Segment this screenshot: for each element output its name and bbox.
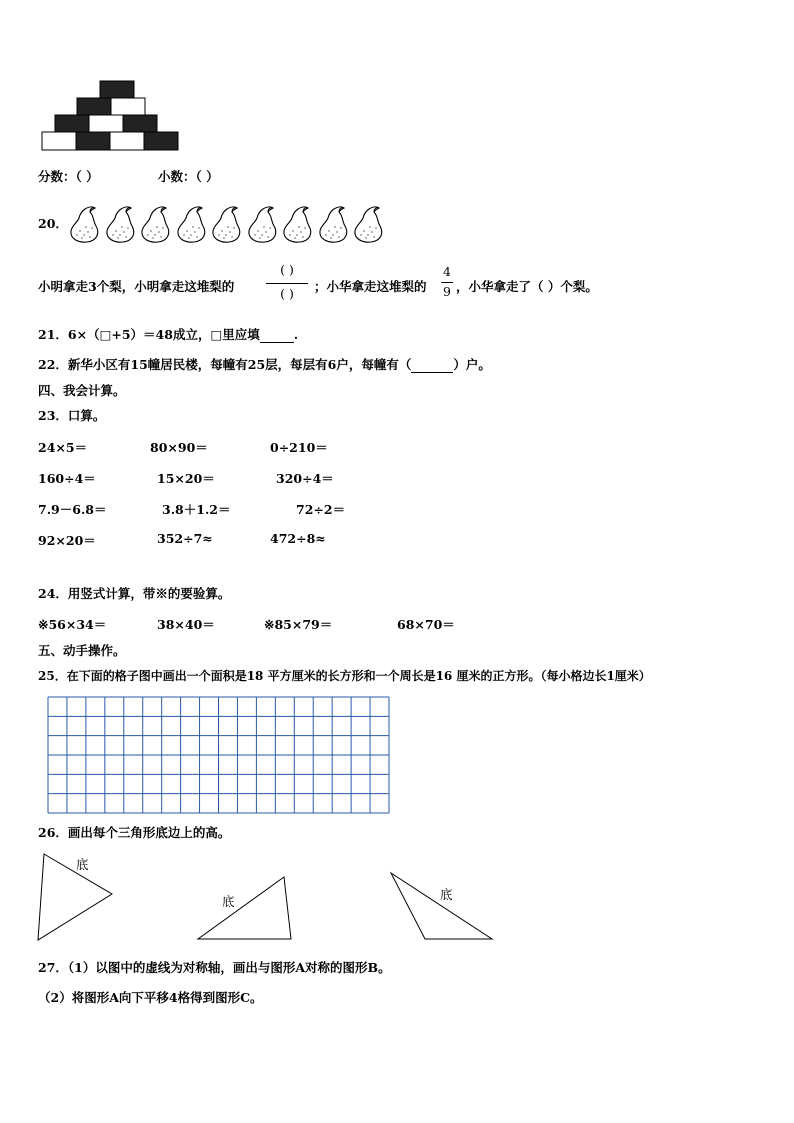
question-24-title: 24．用竖式计算，带※的要验算。: [38, 586, 231, 601]
base-label: 底: [222, 894, 235, 909]
fraction-denominator: 9: [443, 284, 451, 299]
calc-item: 24×5＝: [38, 440, 88, 455]
pear-icon: [102, 204, 140, 244]
answer-blank[interactable]: [260, 327, 294, 343]
calc-item: 92×20＝: [38, 533, 96, 548]
pear-icon: [244, 204, 282, 244]
calc-item: 15×20＝: [157, 471, 215, 486]
question-20-text-b: ；小华拿走这堆梨的: [314, 279, 427, 294]
question-20-number: 20．: [38, 216, 68, 231]
question-26-text: 26．画出每个三角形底边上的高。: [38, 825, 231, 840]
base-label: 底: [76, 857, 89, 872]
triangle-1: [34, 848, 116, 944]
calc-item: 80×90＝: [150, 440, 208, 455]
blank-fraction-bottom: ( ): [280, 286, 294, 301]
pear-icon: [137, 204, 175, 244]
blank-fraction-top: ( ): [280, 262, 294, 277]
calc-item: ※56×34＝: [38, 617, 107, 632]
calc-item: 3.8＋1.2＝: [162, 502, 231, 517]
calc-item: 38×40＝: [157, 617, 215, 632]
triangle-3: [388, 870, 496, 944]
question-22-tail: ）户。: [453, 357, 491, 372]
blank-fraction: [262, 262, 312, 306]
calc-item: 160÷4＝: [38, 471, 96, 486]
question-20-text-a: 小明拿走3个梨，小明拿走这堆梨的: [38, 279, 235, 294]
question-22-text: 22．新华小区有15幢居民楼，每幢有25层，每层有6户，每幢有（: [38, 357, 412, 372]
calc-item: 352÷7≈: [157, 531, 213, 546]
question-20-text-c: ，小华拿走了（ ）个梨。: [456, 279, 598, 294]
section-4-heading: 四、我会计算。: [38, 383, 126, 398]
pear-icon: [208, 204, 246, 244]
calc-item: 320÷4＝: [276, 471, 334, 486]
fraction-bar: [266, 283, 308, 284]
calc-item: ※85×79＝: [264, 617, 333, 632]
fraction-bar: [441, 282, 453, 283]
pear-icon: [350, 204, 388, 244]
fraction-answer-label: 分数：（ ）: [38, 169, 99, 184]
question-23-title: 23．口算。: [38, 408, 106, 423]
triangle-2: [194, 873, 294, 943]
decimal-answer-label: 小数：（ ）: [158, 169, 219, 184]
question-22: [38, 355, 491, 373]
section-5-heading: 五、动手操作。: [38, 643, 126, 658]
base-label: 底: [440, 887, 453, 902]
pear-icon: [66, 204, 104, 244]
question-25-text: 25．在下面的格子图中画出一个面积是18 平方厘米的长方形和一个周长是16 厘米的正方形。（每小格边长1厘米）: [38, 669, 651, 683]
calc-item: 7.9－6.8＝: [38, 502, 107, 517]
question-21: [38, 325, 298, 343]
question-27-line-1: 27．（1）以图中的虚线为对称轴，画出与图形A对称的图形B。: [38, 960, 391, 975]
pear-icon: [279, 204, 317, 244]
calc-item: 72÷2＝: [296, 502, 346, 517]
calc-item: 472÷8≈: [270, 531, 326, 546]
drawing-grid[interactable]: [47, 696, 390, 814]
pear-icon: [173, 204, 211, 244]
question-21-text: 21．6×（□+5）＝48成立，□里应填: [38, 327, 260, 342]
brick-fraction-figure: [40, 80, 182, 152]
fraction-four-ninths: [440, 264, 454, 304]
calc-item: 0÷210＝: [270, 440, 328, 455]
question-27-line-2: （2）将图形A向下平移4格得到图形C。: [38, 990, 263, 1005]
calc-item: 68×70＝: [397, 617, 455, 632]
pear-icon: [315, 204, 353, 244]
fraction-numerator: 4: [443, 264, 451, 279]
answer-blank[interactable]: [411, 357, 453, 373]
question-21-tail: .: [293, 327, 299, 342]
